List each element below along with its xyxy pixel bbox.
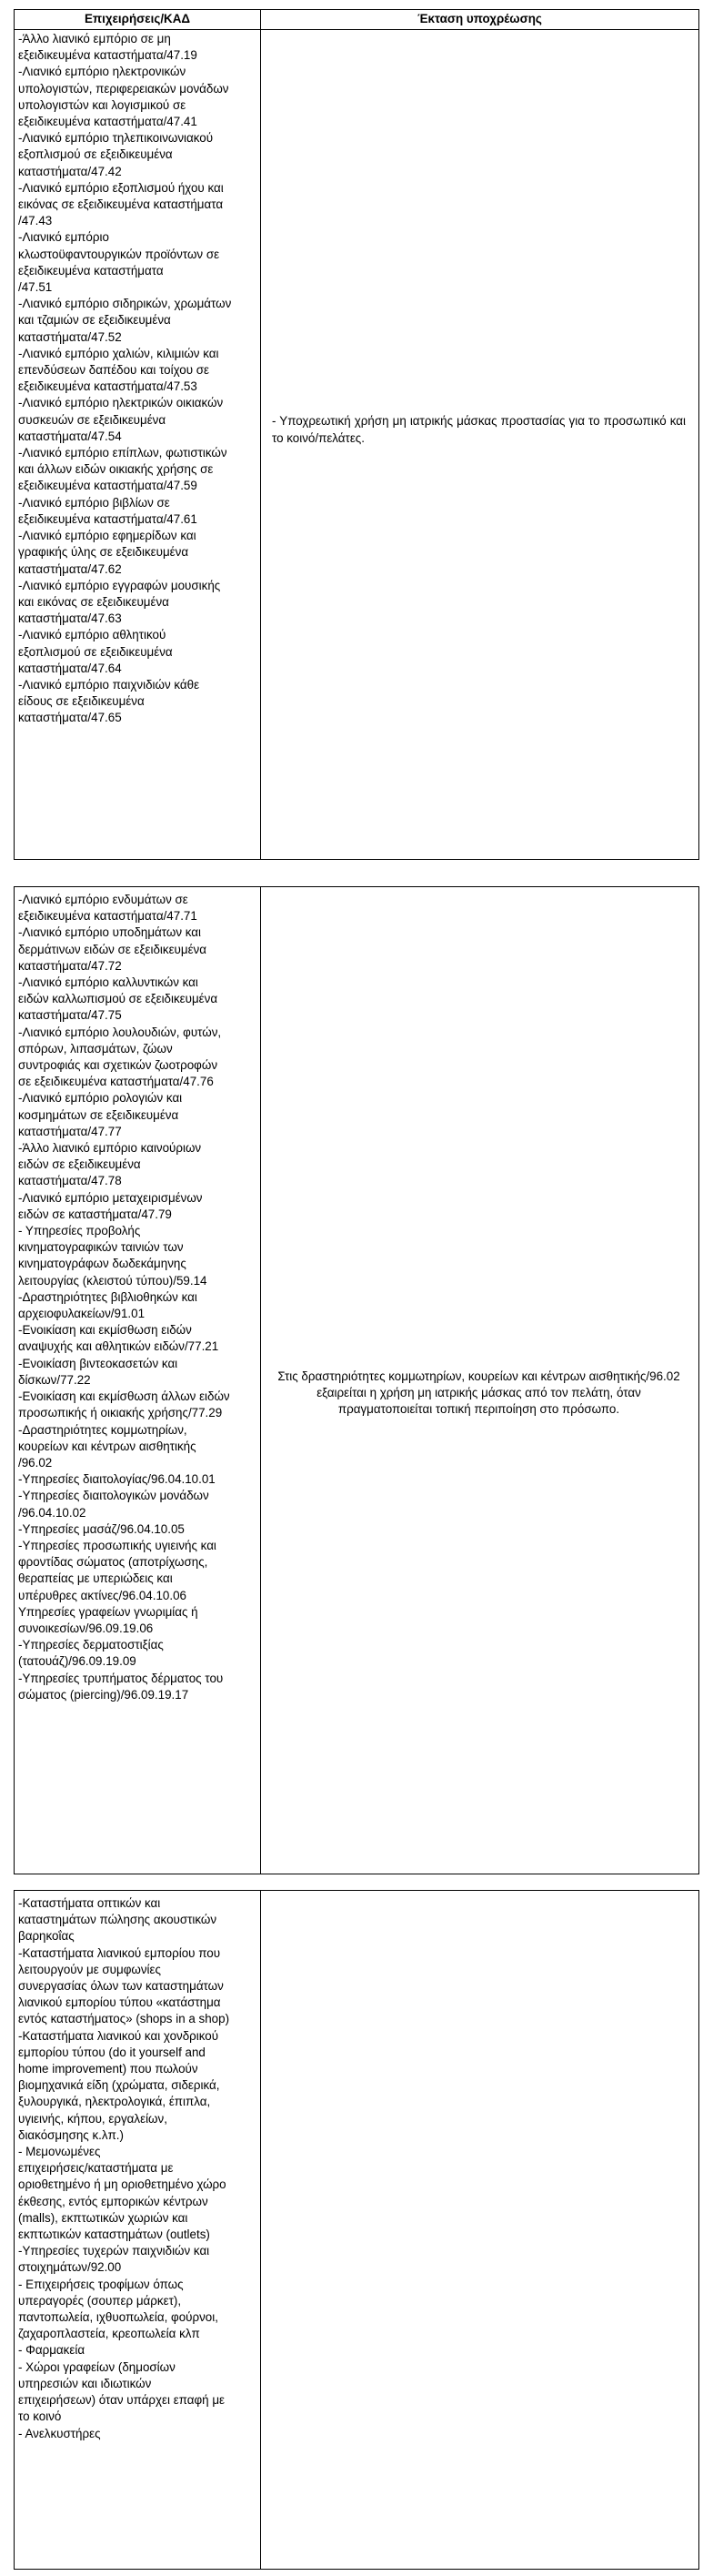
business-line: υπολογιστών, περιφερειακών μονάδων <box>18 81 229 96</box>
business-line: -Λιανικό εμπόριο εξοπλισμού ήχου και <box>18 180 224 195</box>
business-line: /96.04.10.02 <box>18 1505 86 1520</box>
header-businesses-kad: Επιχειρήσεις/ΚΑΔ <box>15 10 261 30</box>
business-line: εκπτωτικών καταστημάτων (outlets) <box>18 2227 210 2242</box>
business-line: εξειδικευμένα καταστήματα/47.61 <box>18 511 197 526</box>
business-line: -Άλλο λιανικό εμπόριο σε μη <box>18 32 171 45</box>
business-line: (malls), εκπτωτικών χωριών και <box>18 2210 188 2225</box>
business-line: -Λιανικό εμπόριο χαλιών, κιλιμιών και <box>18 346 219 360</box>
business-line: εντός καταστήματος» (shops in a shop) <box>18 2012 230 2026</box>
business-line: -Ενοικίαση και εκμίσθωση ειδών <box>18 1323 192 1338</box>
business-line: καταστήματα/47.64 <box>18 661 122 675</box>
business-line: επενδύσεων δαπέδου και τοίχου σε <box>18 363 209 378</box>
business-line: γραφικής ύλης σε εξειδικευμένα <box>18 545 189 560</box>
business-line: και άλλων ειδών οικιακής χρήσης σε <box>18 462 214 477</box>
business-line: συνεργασίας όλων των καταστημάτων <box>18 1979 224 1994</box>
business-line: ζαχαροπλαστεία, κρεοπωλεία κλπ <box>18 2327 200 2341</box>
business-line: - Υπηρεσίες προβολής <box>18 1224 141 1238</box>
business-line: υγιεινής, κήπου, εργαλείων, <box>18 2111 167 2126</box>
business-line: -Δραστηριότητες κομμωτηρίων, <box>18 1422 187 1437</box>
business-line: δερμάτινων ειδών σε εξειδικευμένα <box>18 942 206 956</box>
businesses-list-1 <box>15 30 261 859</box>
business-line: φροντίδας σώματος (αποτρίχωσης, <box>18 1555 208 1570</box>
business-line: το κοινό <box>18 2409 62 2424</box>
business-line: καταστημάτων πώλησης ακουστικών <box>18 1913 217 1927</box>
business-line: ξυλουργικά, ηλεκτρολογικά, έπιπλα, <box>18 2095 211 2109</box>
obligations-table-1 <box>14 9 699 860</box>
business-line: -Υπηρεσίες τυχερών παιχνιδιών και <box>18 2244 210 2258</box>
business-line: -Λιανικό εμπόριο μεταχειρισμένων <box>18 1190 203 1205</box>
business-line: καταστήματα/47.72 <box>18 958 122 973</box>
business-line: -Υπηρεσίες διαιτολογικών μονάδων <box>18 1489 209 1503</box>
business-line: -Υπηρεσίες τρυπήματος δέρματος του <box>18 1671 224 1685</box>
business-line: λειτουργούν με συμφωνίες <box>18 1962 161 1976</box>
business-line: διακόσμησης κ.λπ.) <box>18 2127 124 2142</box>
business-line: -Λιανικό εμπόριο λουλουδιών, φυτών, <box>18 1025 222 1039</box>
business-line: είδους σε εξειδικευμένα <box>18 694 145 709</box>
business-line: κοσμημάτων σε εξειδικευμένα <box>18 1107 179 1122</box>
business-line: κλωστοϋφαντουργικών προϊόντων σε <box>18 247 220 261</box>
obligations-table-3 <box>14 1890 699 2570</box>
business-line: Υπηρεσίες γραφείων γνωριμίας ή <box>18 1604 198 1619</box>
business-line: - Επιχειρήσεις τροφίμων όπως <box>18 2277 184 2291</box>
business-line: -Λιανικό εμπόριο επίπλων, φωτιστικών <box>18 446 227 460</box>
business-line: καταστήματα/47.65 <box>18 711 122 725</box>
business-line: -Λιανικό εμπόριο εγγραφών μουσικής <box>18 578 221 592</box>
business-line: (τατουάζ)/96.09.19.09 <box>18 1654 136 1669</box>
business-line: - Ανελκυστήρες <box>18 2426 101 2440</box>
business-line: καταστήματα/47.42 <box>18 164 122 178</box>
obligation-text-1: - Υποχρεωτική χρήση μη ιατρικής μάσκας προστασίας για το προσωπικό και το κοινό/πελάτες. <box>272 414 686 445</box>
business-line: υπηρεσιών και ιδιωτικών <box>18 2376 152 2390</box>
business-line: -Λιανικό εμπόριο ηλεκτρονικών <box>18 65 186 79</box>
business-line: καταστήματα/47.75 <box>18 1008 122 1023</box>
business-line: προσωπικής ή οικιακής χρήσης/77.29 <box>18 1406 223 1420</box>
business-line: και εικόνας σε εξειδικευμένα <box>18 594 169 609</box>
business-line: /47.43 <box>18 214 53 228</box>
business-line: λειτουργίας (κλειστού τύπου)/59.14 <box>18 1273 207 1288</box>
business-line: κουρείων και κέντρων αισθητικής <box>18 1439 196 1453</box>
obligations-table-2 <box>14 886 699 1874</box>
business-line: κινηματογραφικών ταινιών των <box>18 1240 184 1255</box>
business-line: -Λιανικό εμπόριο αθλητικού <box>18 628 166 642</box>
business-line: /47.51 <box>18 280 53 295</box>
business-line: -Λιανικό εμπόριο παιχνιδιών κάθε <box>18 677 200 692</box>
business-line: -Ενοικίαση και εκμίσθωση άλλων ειδών <box>18 1389 230 1404</box>
business-line: - Φαρμακεία <box>18 2343 85 2358</box>
business-line: -Λιανικό εμπόριο τηλεπικοινωνιακού <box>18 131 214 146</box>
business-line: εξοπλισμού σε εξειδικευμένα <box>18 147 173 162</box>
business-line: υπεραγορές (σουπερ μάρκετ), <box>18 2293 182 2308</box>
business-line: εξειδικευμένα καταστήματα/47.59 <box>18 479 197 493</box>
business-line: αρχειοφυλακείων/91.01 <box>18 1307 146 1321</box>
business-line: home improvement) που πωλούν <box>18 2062 198 2076</box>
business-line: -Δραστηριότητες βιβλιοθηκών και <box>18 1289 197 1304</box>
obligation-cell-3 <box>261 1891 698 2569</box>
business-line: εμπορίου τύπου (do it yourself and <box>18 2045 206 2059</box>
business-line: -Λιανικό εμπόριο ρολογιών και <box>18 1091 183 1106</box>
business-line: καταστήματα/47.62 <box>18 561 122 576</box>
business-line: -Λιανικό εμπόριο <box>18 230 109 245</box>
business-line: - Χώροι γραφείων (δημοσίων <box>18 2359 176 2374</box>
business-line: βιομηχανικά είδη (χρώματα, σιδερικά, <box>18 2078 220 2093</box>
business-line: ειδών καλλωπισμού σε εξειδικευμένα <box>18 992 218 1006</box>
business-line: -Λιανικό εμπόριο βιβλίων σε <box>18 495 170 510</box>
business-line: υπολογιστών και λογισμικού σε <box>18 97 186 112</box>
business-line: -Καταστήματα λιανικού εμπορίου που <box>18 1945 221 1960</box>
business-line: εξειδικευμένα καταστήματα/47.41 <box>18 115 197 129</box>
business-line: -Υπηρεσίες μασάζ/96.04.10.05 <box>18 1521 185 1536</box>
business-line: κινηματογράφων δωδεκάμηνης <box>18 1257 186 1271</box>
business-line: συντροφιάς και σχετικών ζωοτροφών <box>18 1058 218 1073</box>
business-line: /96.02 <box>18 1455 53 1470</box>
business-line: λιανικού εμπορίου τύπου «κατάστημα <box>18 1995 221 2010</box>
business-line: -Ενοικίαση βιντεοκασετών και <box>18 1356 178 1370</box>
business-line: καταστήματα/47.52 <box>18 329 122 344</box>
header-obligation-scope: Έκταση υποχρέωσης <box>261 10 698 30</box>
business-line: σώματος (piercing)/96.09.19.17 <box>18 1687 189 1702</box>
business-line: -Καταστήματα οπτικών και <box>18 1896 161 1910</box>
business-line: -Υπηρεσίες προσωπικής υγιεινής και <box>18 1538 216 1552</box>
business-line: -Λιανικό εμπόριο ενδυμάτων σε <box>18 893 188 906</box>
business-line: καταστήματα/47.54 <box>18 429 122 443</box>
business-line: εικόνας σε εξειδικευμένα καταστήματα <box>18 197 224 212</box>
business-line: -Άλλο λιανικό εμπόριο καινούριων <box>18 1141 202 1156</box>
business-line: καταστήματα/47.78 <box>18 1174 122 1188</box>
business-line: έκθεσης, εντός εμπορικών κέντρων <box>18 2194 208 2208</box>
business-line: -Λιανικό εμπόριο σιδηρικών, χρωμάτων <box>18 297 232 311</box>
business-line: θεραπείας με υπεριώδεις και <box>18 1571 173 1586</box>
business-line: εξειδικευμένα καταστήματα/47.71 <box>18 909 197 924</box>
businesses-list-3 <box>15 1891 261 2569</box>
obligation-cell-2 <box>261 887 698 1874</box>
business-line: καταστήματα/47.77 <box>18 1124 122 1138</box>
obligation-cell-1 <box>261 30 698 859</box>
business-line: ειδών σε καταστήματα/47.79 <box>18 1207 172 1221</box>
business-line: σπόρων, λιπασμάτων, ζώων <box>18 1041 173 1056</box>
business-line: -Λιανικό εμπόριο εφημερίδων και <box>18 529 196 543</box>
business-line: δίσκων/77.22 <box>18 1372 91 1387</box>
business-line: συνοικεσίων/96.09.19.06 <box>18 1621 154 1635</box>
business-line: - Μεμονωμένες <box>18 2145 101 2159</box>
business-line: οριοθετημένο ή μη οριοθετημένο χώρο <box>18 2177 226 2192</box>
business-line: αναψυχής και αθλητικών ειδών/77.21 <box>18 1339 219 1354</box>
business-line: επιχειρήσεων) όταν υπάρχει επαφή με <box>18 2393 226 2408</box>
business-line: -Λιανικό εμπόριο καλλυντικών και <box>18 975 198 990</box>
business-line: -Λιανικό εμπόριο υποδημάτων και <box>18 925 202 940</box>
business-line: -Λιανικό εμπόριο ηλεκτρικών οικιακών <box>18 396 224 410</box>
business-line: εξειδικευμένα καταστήματα/47.53 <box>18 379 197 394</box>
business-line: παντοπωλεία, ιχθυοπωλεία, φούρνοι, <box>18 2310 218 2325</box>
business-line: καταστήματα/47.63 <box>18 611 122 626</box>
business-line: -Καταστήματα λιανικού και χονδρικού <box>18 2028 219 2043</box>
business-line: συσκευών σε εξειδικευμένα <box>18 412 166 427</box>
business-line: επιχειρήσεις/καταστήματα με <box>18 2161 174 2176</box>
business-line: σε εξειδικευμένα καταστήματα/47.76 <box>18 1075 214 1089</box>
business-line: βαρηκοΐας <box>18 1929 75 1944</box>
business-line: -Υπηρεσίες διαιτολογίας/96.04.10.01 <box>18 1472 216 1487</box>
obligation-text-2: Στις δραστηριότητες κομμωτηρίων, κουρείων και κέντρων αισθητικής/96.02 εξαιρείται η χρήση μη ιατρικής μάσκας από τον πελάτη, όταν πραγματοποιείται τοπική περιποίηση στο πρόσωπο. <box>277 1369 680 1417</box>
business-line: υπέρυθρες ακτίνες/96.04.10.06 <box>18 1588 186 1602</box>
business-line: στοιχημάτων/92.00 <box>18 2260 122 2275</box>
business-line: ειδών σε εξειδικευμένα <box>18 1157 141 1172</box>
business-line: -Υπηρεσίες δερματοστιξίας <box>18 1638 164 1652</box>
business-line: εξειδικευμένα καταστήματα/47.19 <box>18 48 197 63</box>
businesses-list-2 <box>15 887 261 1874</box>
business-line: εξειδικευμένα καταστήματα <box>18 263 164 278</box>
business-line: και τζαμιών σε εξειδικευμένα <box>18 313 171 328</box>
business-line: εξοπλισμού σε εξειδικευμένα <box>18 644 173 659</box>
